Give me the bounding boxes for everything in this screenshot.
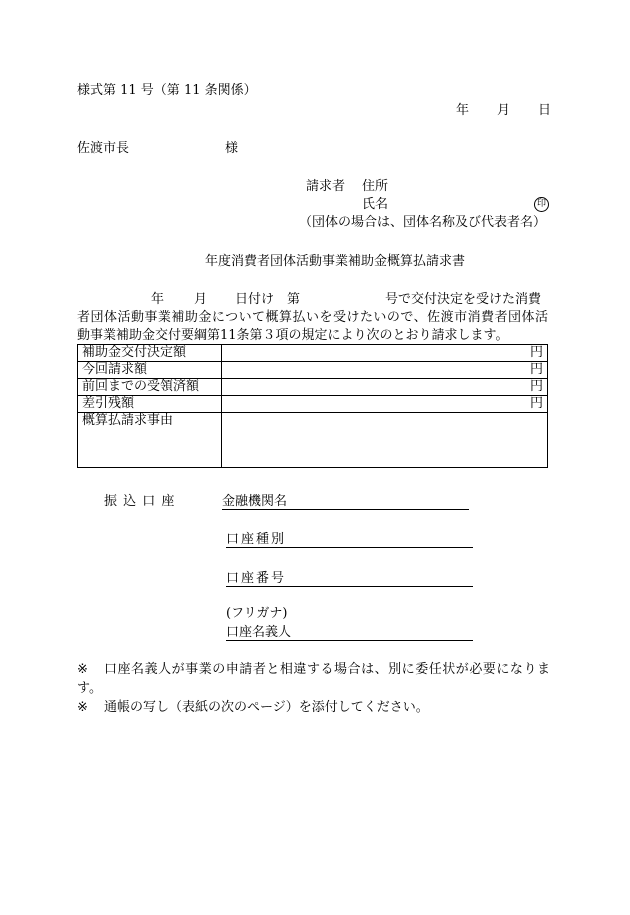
note-mark: ※ — [77, 662, 88, 677]
addressee-name: 佐渡市長 — [77, 141, 130, 156]
bank-name-line[interactable] — [222, 509, 469, 510]
account-holder-label: 口座名義人 — [226, 625, 292, 640]
row-amount-field[interactable]: 円 — [222, 345, 548, 362]
requester-name-label: 氏名 — [362, 197, 389, 212]
requester-label: 請求者 — [306, 179, 346, 194]
body-number-prefix: 第 — [287, 292, 301, 307]
table-row — [78, 362, 548, 379]
amounts-table — [77, 344, 548, 468]
bank-name-label: 金融機関名 — [222, 494, 288, 509]
body-line1-tail: 号で交付決定を受けた消費 — [385, 292, 542, 307]
row-label: 前回までの受領済額 — [78, 379, 222, 396]
account-type-label: 口座種別 — [226, 532, 287, 547]
table-row — [78, 379, 548, 396]
row-amount-field[interactable]: 円 — [222, 379, 548, 396]
date-year-label: 年 — [456, 103, 470, 118]
row-label: 今回請求額 — [78, 362, 222, 379]
requester-note: （団体の場合は、団体名称及び代表者名） — [299, 215, 547, 230]
account-number-label: 口座番号 — [226, 571, 287, 586]
account-holder-line[interactable] — [226, 640, 473, 641]
row-amount-field[interactable]: 円 — [222, 362, 548, 379]
transfer-heading: 振 込 口 座 — [104, 494, 175, 509]
form-number: 様式第 11 号（第 11 条関係） — [77, 83, 257, 98]
furigana-label: (フリガナ) — [226, 606, 288, 621]
body-month-label: 月 — [194, 292, 208, 307]
note-mark: ※ — [77, 700, 88, 715]
addressee-honorific: 様 — [225, 141, 239, 156]
date-day-label: 日 — [538, 103, 552, 118]
account-number-line[interactable] — [226, 586, 473, 587]
note1-line1: 口座名義人が事業の申請者と相違する場合は、別に委任状が必要になりま — [104, 662, 550, 677]
document-title: 年度消費者団体活動事業補助金概算払請求書 — [205, 254, 466, 269]
date-month-label: 月 — [497, 103, 511, 118]
body-line3: 動事業補助金交付要綱第11条第３項の規定により次のとおり請求します。 — [77, 328, 509, 343]
body-year-label: 年 — [151, 292, 165, 307]
row-label: 補助金交付決定額 — [78, 345, 222, 362]
row-label: 差引残額 — [78, 396, 222, 413]
seal-mark: 印 — [534, 197, 549, 212]
body-date-suffix: 日付け — [235, 292, 275, 307]
note1-line2: す。 — [77, 681, 102, 696]
row-label: 概算払請求事由 — [78, 413, 222, 468]
body-line2: 者団体活動事業補助金について概算払いを受けたいので、佐渡市消費者団体活 — [77, 310, 548, 325]
reason-field[interactable] — [222, 413, 548, 468]
account-type-line[interactable] — [226, 547, 473, 548]
requester-address-label: 住所 — [362, 179, 389, 194]
table-row — [78, 413, 548, 468]
table-row — [78, 345, 548, 362]
row-amount-field[interactable]: 円 — [222, 396, 548, 413]
table-row — [78, 396, 548, 413]
note2: 通帳の写し（表紙の次のページ）を添付してください。 — [104, 700, 429, 715]
